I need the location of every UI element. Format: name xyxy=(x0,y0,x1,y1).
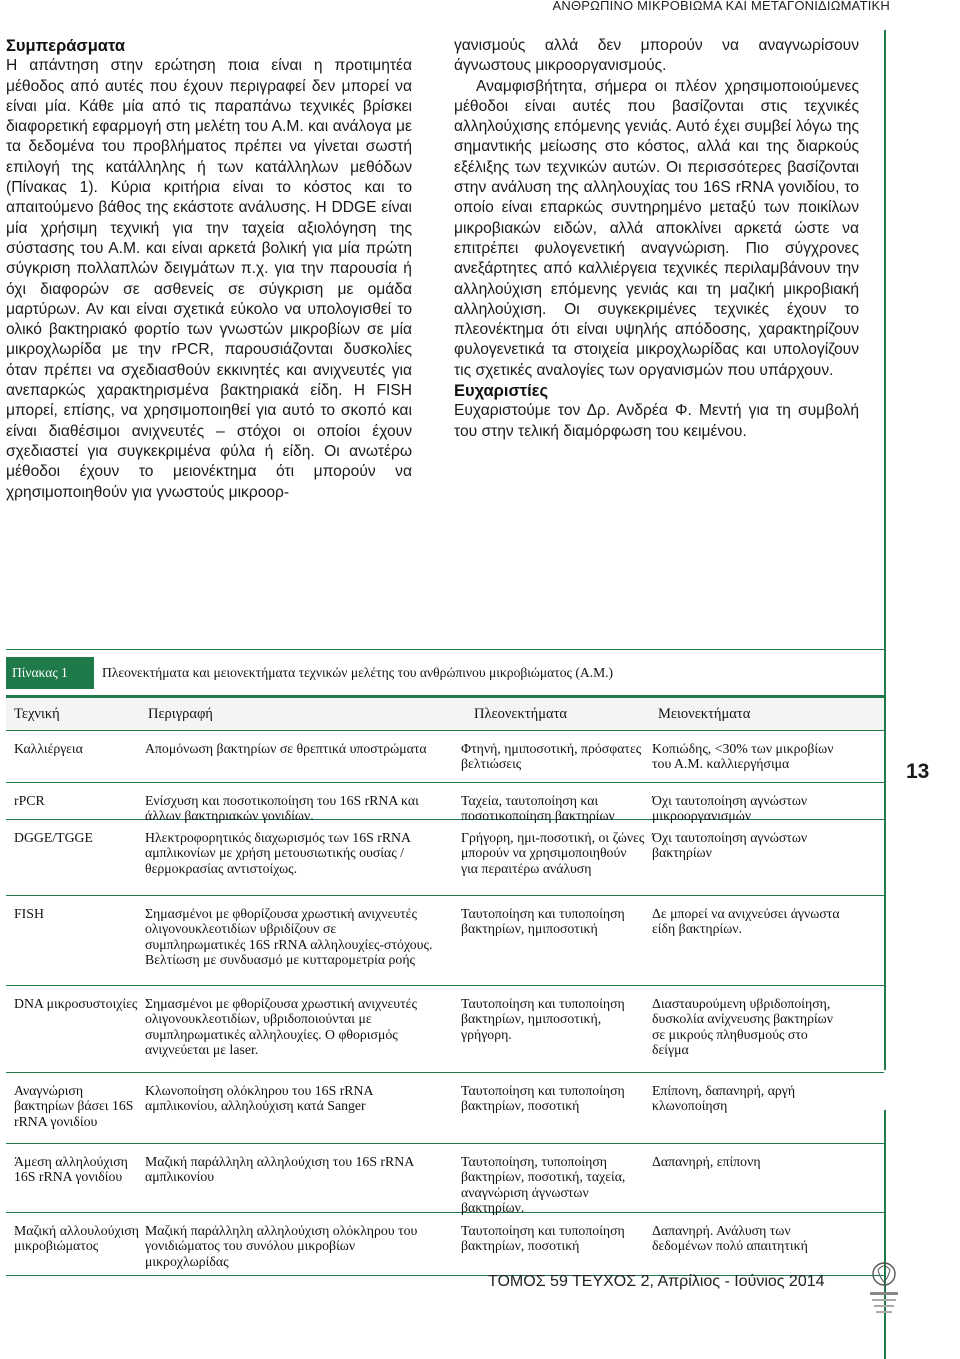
table-row xyxy=(6,986,884,1073)
cell-description: Ηλεκτροφορητικός διαχωρισμός των 16S rRNA αμπλικονίων με χρήση μετουσιωτικής ουσίας / θερμοκρασίας αντιστοίχως. xyxy=(145,830,411,876)
cell-technique: DGGE/TGGE xyxy=(14,830,93,845)
table-row xyxy=(6,783,884,824)
table-header xyxy=(6,695,884,731)
cell-technique: FISH xyxy=(14,906,44,921)
table-row xyxy=(6,1213,884,1276)
cell-technique: Καλλιέργεια xyxy=(14,741,83,756)
cell-advantages: Ταυτοποίηση και τυποποίηση βακτηρίων, ημιποσοτική, γρήγορη. xyxy=(461,996,625,1042)
cell-disadvantages: Δαπανηρή, επίπονη xyxy=(652,1154,761,1169)
cell-advantages: Ταυτοποίηση και τυποποίηση βακτηρίων, ποσοτική xyxy=(461,1083,625,1114)
table-row xyxy=(6,1144,884,1216)
cell-disadvantages: Όχι ταυτοποίηση αγνώστων μικροοργανισμών xyxy=(652,793,808,824)
cell-disadvantages: Δε μπορεί να ανιχνεύσει άγνωστα είδη βακτηρίων. xyxy=(652,906,840,937)
cell-technique: Μαζική αλλουλούχιση μικροβιώματος xyxy=(14,1223,139,1254)
conclusions-body: Η απάντηση στην ερώτηση ποια είναι η προτιμητέα μέθοδος από αυτές που έχουν περιγραφεί δεν μπορεί να είναι μία. Κάθε μία από τις παραπάνω τεχνικές βρίσκει διαφορετική εφαρμογή στη μελέτη του Α.Μ. και ανάλογα με τα δεδομένα του προβλήματος πρέπει να γίνεται σωστή επιλογή της κατάλληλης ή των κατάλληλων μεθόδων (Πίνακας 1). Κύρια κριτήρια είναι το κόστος και το απαιτούμενο βάθος της εκάστοτε ανάλυσης. Η DDGE είναι μία χρήσιμη τεχνική για την ταχεία αξιολόγηση της σύστασης του Α.Μ. και είναι αρκετά βολική για μία πρώτη σύγκριση πολλαπλών δειγμάτων π.χ. για την παρουσία ή όχι διαφορών σε ασθενείς σε σύγκριση με ομάδα μαρτύρων. Αν και είναι σχετικά εύκολο να υπολογισθεί το ολικό βακτηριακό φορτίο των γνωστών μικροβίων σε μία μικροχλωρίδα με την rPCR, παρουσιάζονται δυσκολίες όταν πρέπει να σχεδιασθούν εκκινητές και ανιχνευτές για ανεπαρκώς χαρακτηρισμένα βακτηριακά είδη. Η FISH μπορεί, επίσης, να χρησιμοποιηθεί για αυτό το σκοπό και είναι διαθέσιμοι ανιχνευτές – στόχοι οι οποίοι έχουν σχεδιαστεί για συγκεκριμένα φύλα ή είδη. Οι ανωτέρω μέθοδοι έχουν το μειονέκτημα ότι μπορούν να χρησιμοποιηθούν για γνωστούς μικροορ- xyxy=(6,57,412,501)
page-number: 13 xyxy=(906,760,930,783)
header-disadvantages: Μειονεκτήματα xyxy=(658,706,751,722)
acknowledgements-title: Ευχαριστίες xyxy=(454,382,549,401)
comparison-table xyxy=(6,649,884,1276)
right-column xyxy=(454,36,859,442)
cell-description: Κλωνοποίηση ολόκληρου του 16S rRNA αμπλικονίου, αλληλούχιση κατά Sanger xyxy=(145,1083,373,1114)
cell-advantages: Ταυτοποίηση και τυποποίηση βακτηρίων, ποσοτική xyxy=(461,1223,625,1254)
cell-advantages: Ταυτοποίηση και τυποποίηση βακτηρίων, ημιποσοτική xyxy=(461,906,625,937)
society-logo-icon xyxy=(866,1258,902,1318)
header-advantages: Πλεονεκτήματα xyxy=(474,706,567,722)
column-rule xyxy=(884,30,886,1070)
conclusions-title: Συμπεράσματα xyxy=(6,37,125,55)
cell-advantages: Ταχεία, ταυτοποίηση και ποσοτικοποίηση βακτηρίων xyxy=(461,793,615,824)
cell-description: Ενίσχυση και ποσοτικοποίηση του 16S rRNA και άλλων βακτηριακών γονιδίων. xyxy=(145,793,419,824)
cell-technique: Άμεση αλληλούχιση 16S rRNA γονιδίου xyxy=(14,1154,128,1185)
issue-info: ΤΟΜΟΣ 59 ΤΕΥΧΟΣ 2, Απρίλιος - Ιούνιος 2014 xyxy=(488,1273,825,1290)
cell-technique: DNA μικροσυστοιχίες xyxy=(14,996,138,1011)
cell-disadvantages: Διασταυρούμενη υβριδοποίηση, δυσκολία ανίχνευσης βακτηρίων σε μικρούς πληθυσμούς στο δείγμα xyxy=(652,996,834,1058)
cell-disadvantages: Όχι ταυτοποίηση αγνώστων βακτηρίων xyxy=(652,830,808,861)
cell-description: Σημασμένοι με φθορίζουσα χρωστική ανιχνευτές ολιγονουκλεοτιδίων υβριδίζουν σε συμπληρωματικές 16S rRNA αλληλουχίες-στόχους. Βελτίωση με συνδυασμό με κυτταρομετρία ροής xyxy=(145,906,433,968)
cell-advantages: Ταυτοποίηση, τυποποίηση βακτηρίων, ποσοτική, ταχεία, αναγνώριση άγνωστων βακτηρίων. xyxy=(461,1154,626,1216)
cell-advantages: Γρήγορη, ημι-ποσοτική, οι ζώνες μπορούν να χρησιμοποιηθούν για περαιτέρω ανάλυση xyxy=(461,830,645,876)
cell-technique: Αναγνώριση βακτηρίων βάσει 16S rRNA γονιδίου xyxy=(14,1083,134,1129)
cell-advantages: Φτηνή, ημιποσοτική, πρόσφατες βελτιώσεις xyxy=(461,741,642,772)
table-caption: Πλεονεκτήματα και μειονεκτήματα τεχνικών μελέτης του ανθρώπινου μικροβιώματος (Α.Μ.) xyxy=(102,665,614,680)
cell-description: Μαζική παράλληλη αλληλούχιση του 16S rRNA αμπλικονίου xyxy=(145,1154,414,1185)
cell-description: Μαζική παράλληλη αλληλούχιση ολόκληρου του γονιδιώματος του συνόλου μικροβίων μικροχλωρίδας xyxy=(145,1223,418,1269)
table-row xyxy=(6,896,884,986)
continued-paragraph: γανισμούς αλλά δεν μπορούν να αναγνωρίσουν άγνωστους μικροοργανισμούς. xyxy=(454,37,859,75)
cell-description: Σημασμένοι με φθορίζουσα χρωστική ανιχνευτές ολιγονουκλεοτιδίων, υβριδοποιούνται με συμπληρωματικές αλληλουχίες. Ο φθορισμός ανιχνεύεται με laser. xyxy=(145,996,417,1058)
table-row xyxy=(6,820,884,896)
table-row xyxy=(6,1073,884,1144)
table-caption-row xyxy=(6,649,884,695)
cell-technique: rPCR xyxy=(14,793,45,808)
acknowledgements-body: Ευχαριστούμε τον Δρ. Ανδρέα Φ. Μεντή για τη συμβολή του στην τελική διαμόρφωση του κειμένου. xyxy=(454,402,859,440)
cell-disadvantages: Δαπανηρή. Ανάλυση των δεδομένων πολύ απαιτητική xyxy=(652,1223,808,1254)
cell-disadvantages: Επίπονη, δαπανηρή, αργή κλωνοποίηση xyxy=(652,1083,796,1114)
cell-disadvantages: Κοπιώδης, <30% των μικροβίων του Α.Μ. καλλιεργήσιμα xyxy=(652,741,834,772)
cell-description: Απομόνωση βακτηρίων σε θρεπτικά υποστρώματα xyxy=(145,741,427,756)
header-technique: Τεχνική xyxy=(14,706,60,722)
running-head: ΑΝΘΡΩΠΙΝΟ ΜΙΚΡΟΒΙΩΜΑ ΚΑΙ ΜΕΤΑΓΟΝΙΔΙΩΜΑΤΙΚΗ xyxy=(552,0,890,13)
table-label: Πίνακας 1 xyxy=(6,657,94,689)
column-rule-bottom xyxy=(884,1110,886,1359)
table-row xyxy=(6,731,884,783)
ngs-paragraph: Αναμφισβήτητα, σήμερα οι πλέον χρησιμοποιούμενες μέθοδοι είναι αυτές που βασίζονται στις τεχνικές αλληλούχισης επόμενης γενιάς. Αυτό έχει συμβεί λόγω της σημαντικής μείωσης στο κόστος, αλλά και της διαρκούς εξέλιξης των τεχνικών αυτών. Οι περισσότερες βασίζονται στην ανάλυση της αλληλουχίας του 16S rRNA γονιδίου, το οποίο είναι επαρκώς συντηρημένο μεταξύ των ποικίλων μικροβιακών ειδών, αλλά αποκλίνει αρκετά ώστε να επιτρέπει φυλογενετική αναγνώριση. Πιο σύγχρονες ανεξάρτητες από καλλιέργεια τεχνικές περιλαμβάνουν την αλληλούχιση επόμενης γενιάς και τη μαζική μικροβιακή αλληλούχιση. Οι συγκεκριμένες τεχνικές έχουν το πλεονέκτημα ότι είναι υψηλής απόδοσης, χαρακτηρίζουν φυλογενετικά τα στοιχεία μικροχλωρίδας και υπολογίζουν τις σχετικές αναλογίες των οργανισμών που υπάρχουν. xyxy=(454,77,859,379)
header-description: Περιγραφή xyxy=(148,706,213,722)
left-column xyxy=(6,36,412,503)
